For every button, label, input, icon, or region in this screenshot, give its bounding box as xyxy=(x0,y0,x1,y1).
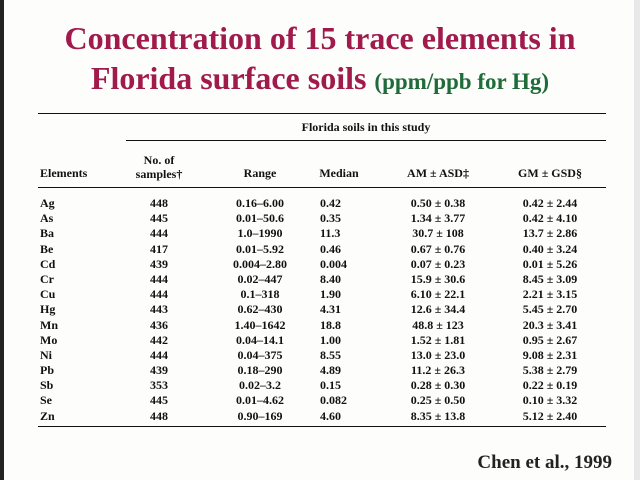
cell-median: 4.31 xyxy=(320,302,341,317)
cell-element: Mn xyxy=(40,317,58,332)
header-am-asd: AM ± ASD‡ xyxy=(407,166,469,180)
cell-gm-gsd: 0.10 ± 3.32 xyxy=(522,393,578,408)
cell-am-asd: 0.50 ± 0.38 xyxy=(410,196,466,210)
table-row xyxy=(38,333,606,348)
cell-range: 0.62–430 xyxy=(237,302,283,317)
cell-range: 1.0–1990 xyxy=(237,226,283,241)
cell-samples: 448 xyxy=(150,196,168,210)
cell-samples: 442 xyxy=(150,332,168,347)
cell-element: Cd xyxy=(40,256,56,271)
cell-median: 11.3 xyxy=(320,226,341,241)
cell-element: Cu xyxy=(40,287,56,302)
cell-element: Zn xyxy=(40,408,55,423)
cell-range: 0.16–6.00 xyxy=(236,196,284,210)
cell-range: 0.01–5.92 xyxy=(236,241,284,256)
header-samples: No. of samples† xyxy=(135,153,183,181)
cell-am-asd: 8.35 ± 13.8 xyxy=(410,408,466,423)
cell-element: Pb xyxy=(40,363,55,378)
cell-am-asd: 13.0 ± 23.0 xyxy=(410,347,466,362)
header-median: Median xyxy=(319,166,359,180)
cell-gm-gsd: 2.21 ± 3.15 xyxy=(522,287,578,302)
cell-range: 0.02–3.2 xyxy=(239,378,281,393)
cell-median: 8.55 xyxy=(320,347,341,362)
cell-am-asd: 0.67 ± 0.76 xyxy=(410,241,466,256)
table-row xyxy=(38,272,606,287)
cell-am-asd: 1.52 ± 1.81 xyxy=(410,332,466,347)
cell-samples: 448 xyxy=(150,408,168,423)
cell-samples: 445 xyxy=(150,393,168,408)
column-headers xyxy=(38,141,606,187)
cell-samples: 353 xyxy=(150,378,168,393)
table-row xyxy=(38,363,606,378)
cell-am-asd: 0.28 ± 0.30 xyxy=(410,378,466,393)
table-row xyxy=(38,287,606,302)
group-header: Florida soils in this study xyxy=(301,120,431,134)
table-row xyxy=(38,242,606,257)
cell-median: 4.89 xyxy=(320,363,341,378)
data-table xyxy=(38,113,606,427)
cell-range: 0.04–375 xyxy=(237,347,283,362)
cell-range: 0.18–290 xyxy=(237,363,283,378)
cell-median: 0.35 xyxy=(320,211,341,226)
table-row xyxy=(38,409,606,424)
cell-am-asd: 30.7 ± 108 xyxy=(412,226,464,241)
table-row xyxy=(38,318,606,333)
title-line-1: Concentration of 15 trace elements in xyxy=(64,20,576,56)
cell-element: Se xyxy=(40,393,52,408)
cell-gm-gsd: 0.42 ± 4.10 xyxy=(522,211,578,226)
cell-range: 0.90–169 xyxy=(237,408,283,423)
cell-range: 0.004–2.80 xyxy=(233,256,287,271)
cell-am-asd: 15.9 ± 30.6 xyxy=(410,271,466,286)
cell-am-asd: 11.2 ± 26.3 xyxy=(411,363,465,378)
cell-median: 1.00 xyxy=(320,332,341,347)
title-line-2 xyxy=(0,58,640,102)
cell-median: 8.40 xyxy=(320,271,341,286)
cell-median: 0.082 xyxy=(320,393,347,408)
cell-gm-gsd: 13.7 ± 2.86 xyxy=(522,226,578,241)
cell-gm-gsd: 0.01 ± 5.26 xyxy=(522,256,578,271)
cell-element: Hg xyxy=(40,302,56,317)
cell-gm-gsd: 9.08 ± 2.31 xyxy=(522,347,578,362)
cell-element: Sb xyxy=(40,378,54,393)
cell-gm-gsd: 0.95 ± 2.67 xyxy=(522,332,578,347)
cell-am-asd: 0.07 ± 0.23 xyxy=(410,256,466,271)
table-bottom-rule xyxy=(38,426,606,427)
title-unit: (ppm/ppb for Hg) xyxy=(374,69,550,94)
cell-range: 0.04–14.1 xyxy=(236,332,284,347)
cell-samples: 444 xyxy=(150,271,168,286)
cell-range: 1.40–1642 xyxy=(234,317,286,332)
header-elements: Elements xyxy=(40,166,88,180)
cell-median: 18.8 xyxy=(320,317,341,332)
cell-median: 4.60 xyxy=(320,408,341,423)
cell-samples: 444 xyxy=(150,287,168,302)
cell-element: Be xyxy=(40,241,54,256)
cell-samples: 443 xyxy=(150,302,168,317)
cell-element: Ba xyxy=(40,226,55,241)
cell-samples: 445 xyxy=(150,211,168,226)
table-row xyxy=(38,393,606,408)
cell-gm-gsd: 0.42 ± 2.44 xyxy=(522,196,578,210)
cell-gm-gsd: 0.40 ± 3.24 xyxy=(522,241,578,256)
header-gm-gsd: GM ± GSD§ xyxy=(518,166,582,180)
cell-samples: 439 xyxy=(150,363,168,378)
cell-median: 0.42 xyxy=(320,196,341,210)
cell-range: 0.01–4.62 xyxy=(236,393,284,408)
cell-samples: 436 xyxy=(150,317,168,332)
cell-element: Ni xyxy=(40,347,52,362)
title-main: Florida surface soils xyxy=(90,60,367,96)
cell-gm-gsd: 5.12 ± 2.40 xyxy=(522,408,578,423)
cell-am-asd: 1.34 ± 3.77 xyxy=(410,211,466,226)
table-row xyxy=(38,226,606,241)
cell-gm-gsd: 5.45 ± 2.70 xyxy=(522,302,578,317)
cell-element: Mo xyxy=(40,332,58,347)
cell-median: 1.90 xyxy=(320,287,341,302)
cell-am-asd: 12.6 ± 34.4 xyxy=(410,302,466,317)
table-row xyxy=(38,302,606,317)
cell-samples: 417 xyxy=(150,241,168,256)
cell-range: 0.1–318 xyxy=(240,287,280,302)
table-row xyxy=(38,257,606,272)
cell-samples: 444 xyxy=(150,226,168,241)
table-row xyxy=(38,196,606,211)
cell-element: As xyxy=(40,211,54,226)
cell-median: 0.004 xyxy=(320,256,347,271)
citation: Chen et al., 1999 xyxy=(477,452,612,473)
slide-title xyxy=(0,18,640,102)
cell-element: Ag xyxy=(40,196,55,210)
table-row xyxy=(38,348,606,363)
cell-element: Cr xyxy=(40,271,54,286)
cell-samples: 439 xyxy=(150,256,168,271)
cell-am-asd: 0.25 ± 0.50 xyxy=(410,393,466,408)
table-row xyxy=(38,211,606,226)
cell-gm-gsd: 5.38 ± 2.79 xyxy=(522,363,578,378)
cell-am-asd: 48.8 ± 123 xyxy=(412,317,464,332)
table-row xyxy=(38,378,606,393)
cell-samples: 444 xyxy=(150,347,168,362)
header-range: Range xyxy=(243,166,277,180)
cell-median: 0.46 xyxy=(320,241,341,256)
table-body xyxy=(38,188,606,426)
cell-gm-gsd: 20.3 ± 3.41 xyxy=(522,317,578,332)
cell-range: 0.02–447 xyxy=(237,271,283,286)
cell-am-asd: 6.10 ± 22.1 xyxy=(410,287,466,302)
cell-gm-gsd: 0.22 ± 0.19 xyxy=(522,378,578,393)
cell-gm-gsd: 8.45 ± 3.09 xyxy=(522,271,578,286)
cell-median: 0.15 xyxy=(320,378,341,393)
cell-range: 0.01–50.6 xyxy=(236,211,284,226)
